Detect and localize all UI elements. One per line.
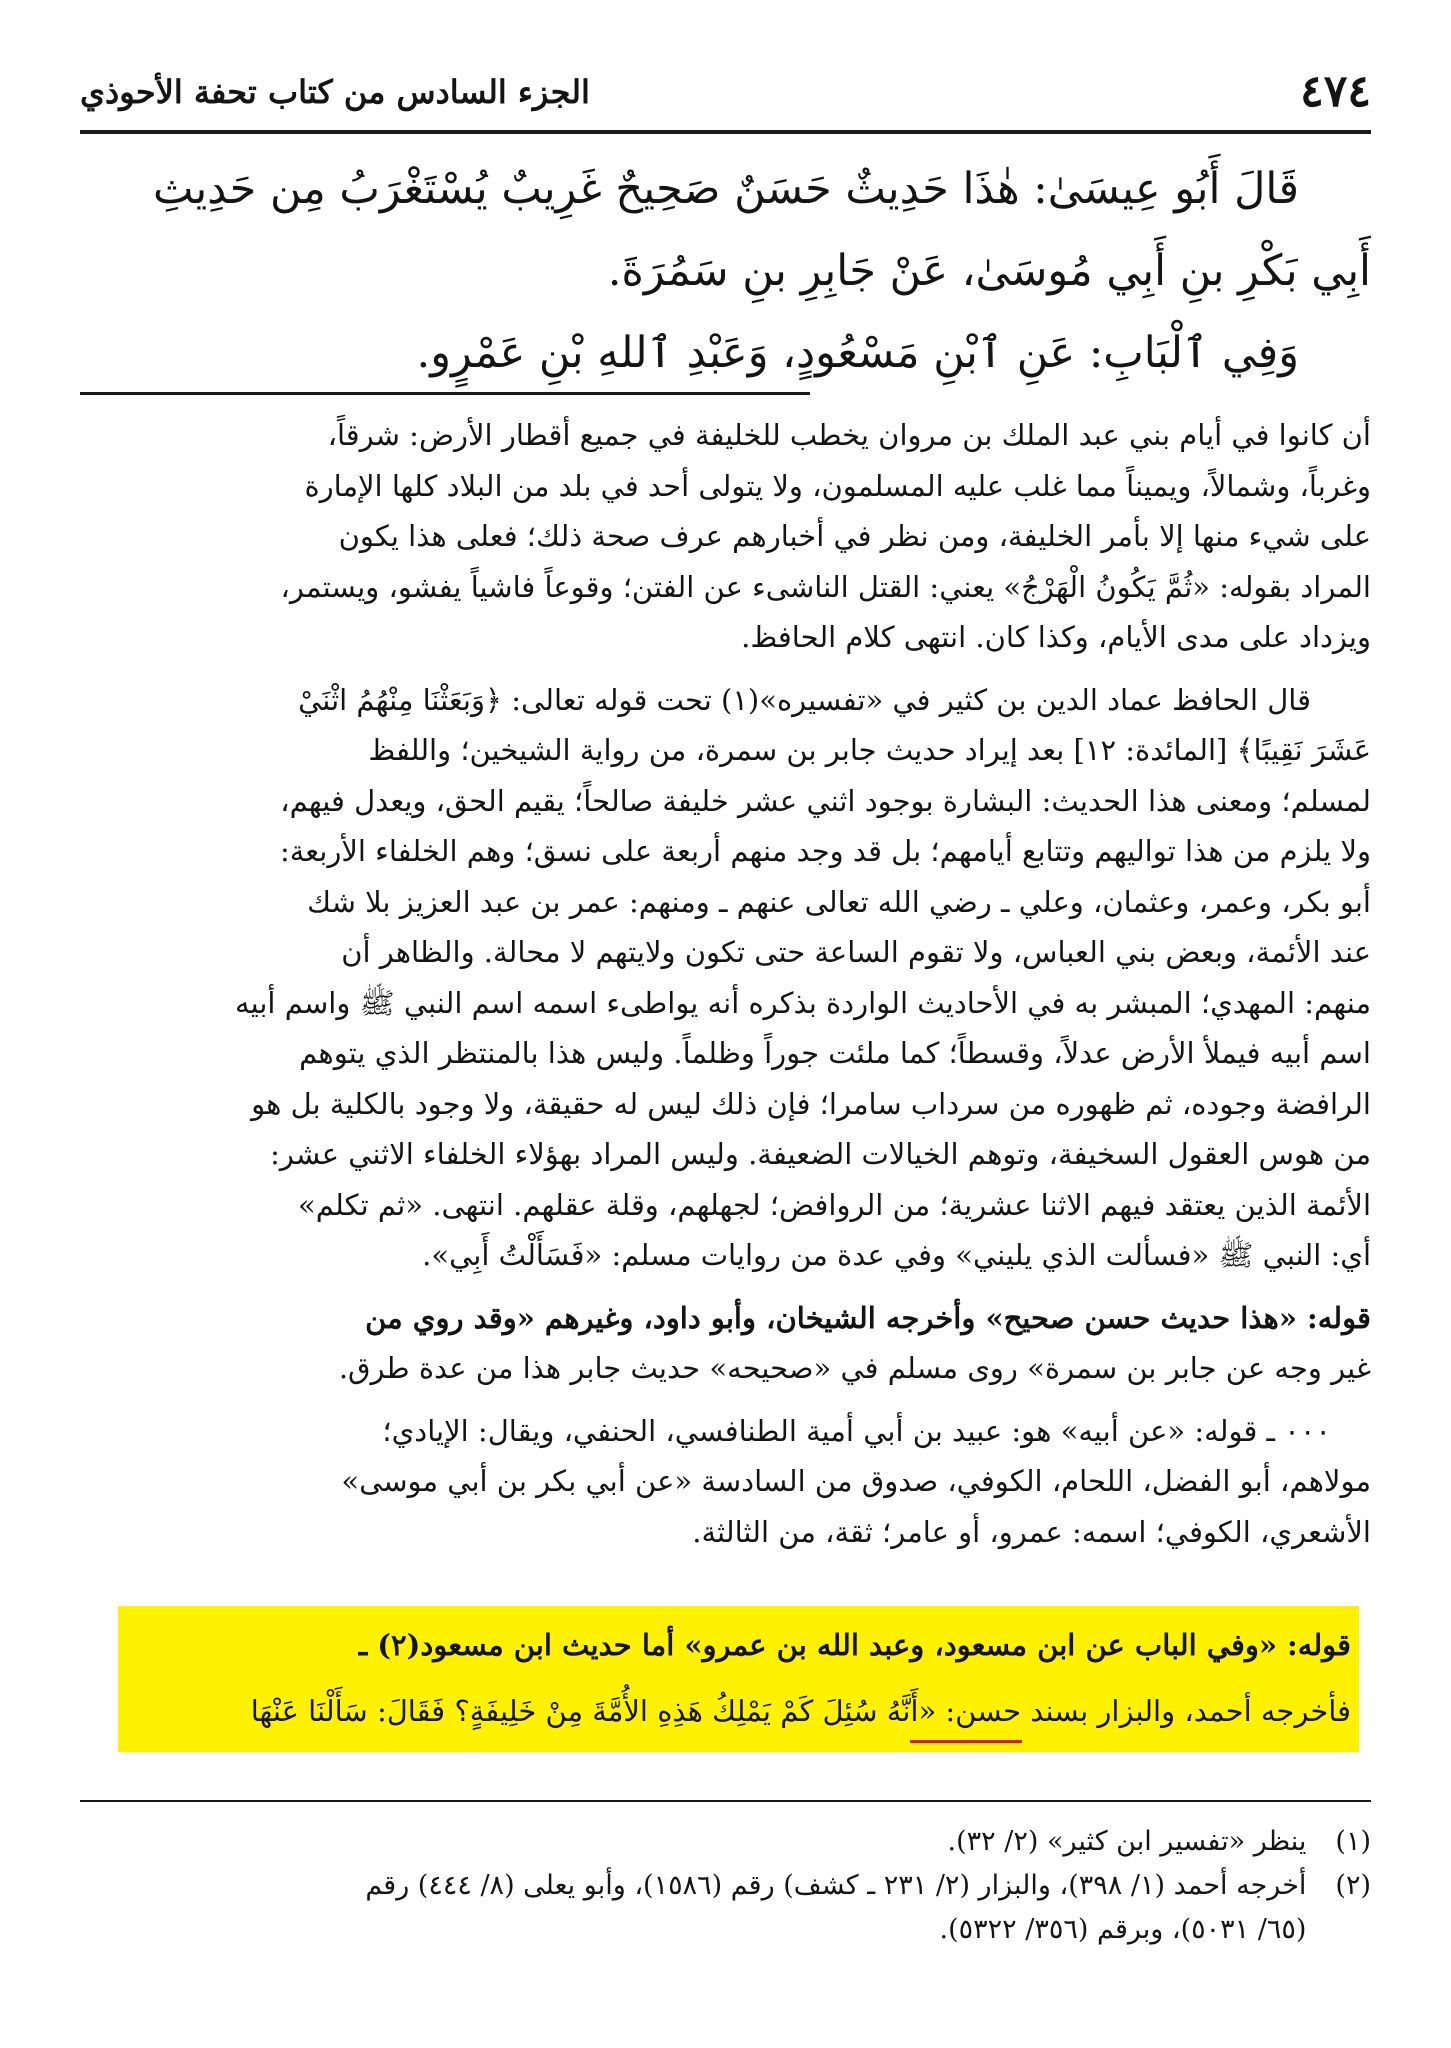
footnote (80, 1908, 1371, 1952)
footnotes (80, 1820, 1371, 1952)
text-line: عَشَرَ نَقِيبًا﴾ [المائدة: ١٢] بعد إيراد حديث جابر بن سمرة، من رواية الشيخين؛ واللفظ (368, 733, 1371, 767)
text-line: أبو بكر، وعمر، وعثمان، وعلي ـ رضي الله تعالى عنهم ـ ومنهم: عمر بن عبد العزيز بلا شك (307, 884, 1371, 919)
highlighted-line: فأخرجه أحمد، والبزار بسند حسن: «أَنَّهُ سُئِلَ كَمْ يَمْلِكُ هَذِهِ الأُمَّةَ مِنْ خَلِيفَةٍ؟ فَقَالَ: سَأَلْنَا عَنْهَا (250, 1694, 1351, 1728)
highlighted-text (126, 1612, 1351, 1744)
text-line: اسم أبيه فيملأ الأرض عدلاً، وقسطاً؛ كما ملئت جوراً وظلماً. وليس هذا بالمنتظر الذي يتوهم (299, 1036, 1371, 1070)
hadith-line: قَالَ أَبُو عِيسَىٰ: هٰذَا حَدِيثٌ حَسَنٌ صَحِيحٌ غَرِيبٌ يُسْتَغْرَبُ مِن حَدِيثِ (152, 164, 1299, 214)
text-line: الأئمة الذين يعتقد فيهم الاثنا عشرية؛ من الروافض؛ لجهلهم، وقلة عقلهم. انتهى. «ثم تكلم» (297, 1187, 1371, 1222)
text-line: أن كانوا في أيام بني عبد الملك بن مروان يخطب للخليفة في جميع أقطار الأرض: شرقاً، (327, 418, 1371, 452)
text-line: منهم: المهدي؛ المبشر به في الأحاديث الواردة بذكره أنه يواطىء اسمه اسم النبي ﷺ واسم أبيه (235, 985, 1371, 1020)
hadith-rule (80, 392, 810, 395)
page-number: ٤٧٤ (1300, 66, 1371, 117)
text-line: قوله: «هذا حديث حسن صحيح» وأخرجه الشيخان، وأبو داود، وغيرهم «وقد روي من (365, 1300, 1371, 1335)
hadith-line: وَفِي ٱلْبَابِ: عَنِ ٱبْنِ مَسْعُودٍ، وَعَبْدِ ٱللهِ بْنِ عَمْرٍو. (416, 328, 1299, 378)
text-line: على شيء منها إلا بأمر الخليفة، ومن نظر في أخبارهم عرف صحة ذلك؛ فعلى هذا يكون (338, 519, 1371, 553)
commentary (80, 410, 1371, 1569)
page-header (80, 62, 1371, 122)
commentary-paragraph (80, 1293, 1371, 1394)
footnote-marker: (٢) (1335, 1870, 1371, 1901)
footnote-text: ينظر «تفسير ابن كثير» (٢/ ٣٢). (947, 1826, 1307, 1857)
hadith-text (90, 148, 1371, 394)
text-line: ولا يلزم من هذا تواليهم وتتابع أيامهم؛ بل قد وجد منهم أربعة على نسق؛ وهم الخلفاء الأربعة: (279, 834, 1371, 868)
text-line: عند الأئمة، وبعض بني العباس، ولا تقوم الساعة حتى تكون ولايتهم لا محالة. والظاهر أن (341, 935, 1371, 969)
text-line: ويزداد على مدى الأيام، وكذا كان. انتهى كلام الحافظ. (741, 620, 1371, 654)
red-underline (910, 1740, 1022, 1743)
running-title: الجزء السادس من كتاب تحفة الأحوذي (80, 73, 590, 111)
text-line: قال الحافظ عماد الدين بن كثير في «تفسيره»(١) تحت قوله تعالى: ﴿وَبَعَثْنَا مِنْهُمُ اثْنَيْ (298, 682, 1311, 717)
commentary-paragraph (80, 410, 1371, 663)
hadith-line: أَبِي بَكْرِ بنِ أَبِي مُوسَىٰ، عَنْ جَابِرِ بنِ سَمُرَةَ. (607, 246, 1371, 296)
text-line: المراد بقوله: «ثُمَّ يَكُونُ الْهَرْجُ» يعني: القتل الناشىء عن الفتن؛ وقوعاً فاشياً يفشو، ويستمر، (280, 569, 1371, 604)
commentary-paragraph (80, 1406, 1371, 1558)
footnote (80, 1820, 1371, 1864)
highlighted-line: قوله: «وفي الباب عن ابن مسعود، وعبد الله بن عمرو» أما حديث ابن مسعود(٢) ـ (358, 1628, 1351, 1662)
text-line: الرافضة وجوده، ثم ظهوره من سرداب سامرا؛ فإن ذلك ليس له حقيقة، ولا وجود بالكلية بل هو (251, 1086, 1371, 1121)
text-line: لمسلم؛ ومعنى هذا الحديث: البشارة بوجود اثني عشر خليفة صالحاً؛ يقيم الحق، ويعدل فيهم، (280, 783, 1371, 818)
footnote (80, 1864, 1371, 1908)
footnote-marker: (١) (1335, 1826, 1371, 1857)
text-line: ٠٠٠ ـ قوله: «عن أبيه» هو: عبيد بن أبي أمية الطنافسي، الحنفي، ويقال: الإيادي؛ (382, 1413, 1331, 1448)
text-line: مولاهم، أبو الفضل، اللحام، الكوفي، صدوق من السادسة «عن أبي بكر بن أبي موسى» (341, 1464, 1371, 1498)
text-line: أي: النبي ﷺ «فسألت الذي يليني» وفي عدة من روايات مسلم: «فَسَأَلْتُ أَبِي». (422, 1238, 1371, 1272)
footnote-text: (٦٥/ ٥٠٣١)، وبرقم (٣٥٦/ ٥٣٢٢). (939, 1914, 1307, 1945)
text-line: وغرباً، وشمالاً، ويميناً مما غلب عليه المسلمون، ولا يتولى أحد في بلد من البلاد كلها الإمارة (304, 468, 1371, 503)
text-line: غير وجه عن جابر بن سمرة» روى مسلم في «صحيحه» حديث جابر هذا من عدة طرق. (338, 1351, 1371, 1385)
text-line: الأشعري، الكوفي؛ اسمه: عمرو، أو عامر؛ ثقة، من الثالثة. (692, 1514, 1371, 1549)
header-rule (80, 130, 1371, 134)
text-line: من هوس العقول السخيفة، وتوهم الخيالات الضعيفة. وليس المراد بهؤلاء الخلفاء الاثني عشر: (270, 1137, 1371, 1171)
footnote-text: أخرجه أحمد (١/ ٣٩٨)، والبزار (٢/ ٢٣١ ـ كشف) رقم (١٥٨٦)، وأبو يعلى (٨/ ٤٤٤) رقم (365, 1870, 1307, 1901)
commentary-paragraph (80, 675, 1371, 1281)
footnote-rule (80, 1800, 1371, 1802)
